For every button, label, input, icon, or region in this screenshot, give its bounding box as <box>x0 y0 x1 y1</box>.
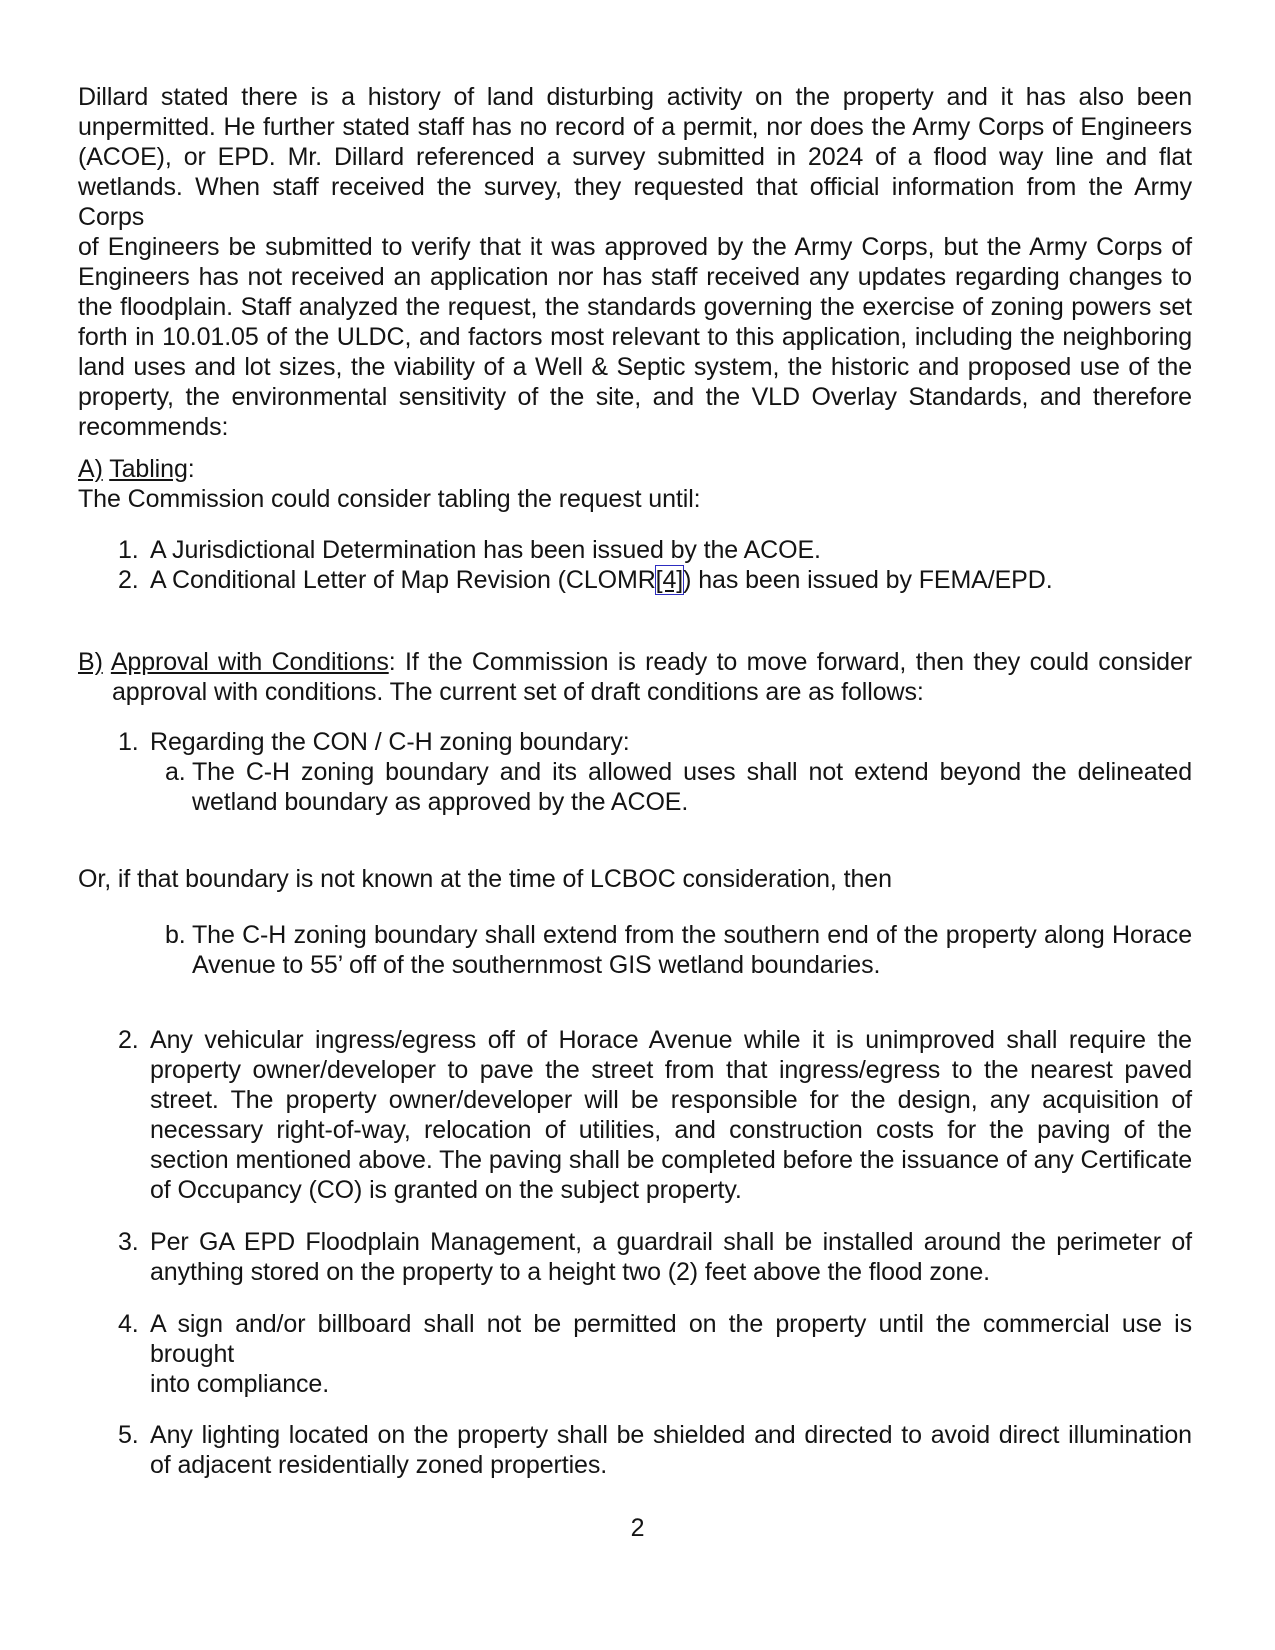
list-item-line: of Occupancy (CO) is granted on the subject property. <box>150 1176 742 1204</box>
sub-item-a <box>78 757 1192 817</box>
paragraph-line: unpermitted. He further stated staff has no record of a permit, nor does the Army Corps of Engineers <box>78 113 1192 141</box>
sub-item-b <box>78 920 1192 980</box>
list-item <box>78 1309 1192 1399</box>
list-item-line: A sign and/or billboard shall not be permitted on the property until the commercial use is brought <box>150 1310 1192 1368</box>
sub-item-line: The C-H zoning boundary shall extend from the southern end of the property along Horace <box>192 921 1192 949</box>
sub-item-letter: a. <box>165 758 186 786</box>
or-clause: Or, if that boundary is not known at the time of LCBOC consideration, then <box>78 865 892 893</box>
list-item-text: Regarding the CON / C-H zoning boundary: <box>150 728 630 756</box>
paragraph-line: recommends: <box>78 413 229 441</box>
list-item-line: into compliance. <box>150 1370 330 1398</box>
intro-paragraph <box>78 82 1192 442</box>
list-item <box>78 565 1192 595</box>
list-item-number: 3. <box>118 1228 139 1256</box>
list-item-text: A Jurisdictional Determination has been issued by the ACOE. <box>150 536 821 564</box>
list-item-line: street. The property owner/developer will be responsible for the design, any acquisition of <box>150 1086 1192 1114</box>
list-item-number: 4. <box>118 1310 139 1338</box>
list-item-line: necessary right-of-way, relocation of utilities, and construction costs for the paving of the <box>150 1116 1192 1144</box>
list-item <box>78 1227 1192 1287</box>
list-item <box>78 1025 1192 1205</box>
list-item-number: 2. <box>118 566 139 594</box>
sub-item-line: The C-H zoning boundary and its allowed uses shall not extend beyond the delineated <box>192 758 1192 786</box>
list-item-text-pre: A Conditional Letter of Map Revision (CLOMR <box>150 566 656 594</box>
list-item-line: property owner/developer to pave the street from that ingress/egress to the nearest paved <box>150 1056 1192 1084</box>
sub-item-line: wetland boundary as approved by the ACOE. <box>192 788 689 816</box>
section-b-title: Approval with Conditions <box>110 648 389 676</box>
paragraph-line: land uses and lot sizes, the viability of a Well & Septic system, the historic and proposed use of the <box>78 353 1192 381</box>
list-item-number: 2. <box>118 1026 139 1054</box>
list-item <box>78 727 1192 757</box>
page-content <box>78 82 1192 1480</box>
page-footer <box>0 1513 1275 1543</box>
list-item-number: 5. <box>118 1421 139 1449</box>
paragraph-line: Dillard stated there is a history of land disturbing activity on the property and it has also been <box>78 83 1192 111</box>
list-item-line: of adjacent residentially zoned properties. <box>150 1451 608 1479</box>
section-a-colon: : <box>187 455 195 483</box>
section-b-heading <box>78 647 1192 707</box>
sub-item-letter: b. <box>165 921 186 949</box>
paragraph-line: Engineers has not received an application nor has staff received any updates regarding changes to <box>78 263 1192 291</box>
section-b-heading-line2: approval with conditions. The current set of draft conditions are as follows: <box>112 678 924 706</box>
paragraph-line: (ACOE), or EPD. Mr. Dillard referenced a survey submitted in 2024 of a flood way line and flat <box>78 143 1192 171</box>
section-a-list <box>78 535 1192 595</box>
paragraph-line: property, the environmental sensitivity of the site, and the VLD Overlay Standards, and therefore <box>78 383 1192 411</box>
list-item-line: section mentioned above. The paving shall be completed before the issuance of any Certificate <box>150 1146 1192 1174</box>
list-item-text-post: ) has been issued by FEMA/EPD. <box>683 566 1053 594</box>
list-item-line: Any vehicular ingress/egress off of Horace Avenue while it is unimproved shall require the <box>150 1026 1192 1054</box>
paragraph-line: of Engineers be submitted to verify that it was approved by the Army Corps, but the Army Corps of <box>78 233 1192 261</box>
list-item-line: Any lighting located on the property shall be shielded and directed to avoid direct illumination <box>150 1421 1192 1449</box>
section-b-title-rest: : If the Commission is ready to move forward, then they could consider <box>388 648 1192 676</box>
list-item-line: anything stored on the property to a height two (2) feet above the flood zone. <box>150 1258 990 1286</box>
list-item <box>78 535 1192 565</box>
section-a-heading <box>78 454 1192 514</box>
paragraph-line: wetlands. When staff received the survey, they requested that official information from the Army Corps <box>78 173 1192 231</box>
list-item-text <box>150 565 1192 595</box>
paragraph-line: the floodplain. Staff analyzed the request, the standards governing the exercise of zoning powers set <box>78 293 1192 321</box>
list-item <box>78 1420 1192 1480</box>
list-item-number: 1. <box>118 536 139 564</box>
list-item-line: Per GA EPD Floodplain Management, a guardrail shall be installed around the perimeter of <box>150 1228 1192 1256</box>
section-a-label: A) <box>78 455 103 483</box>
section-a-intro: The Commission could consider tabling the request until: <box>78 485 701 513</box>
list-item-number: 1. <box>118 728 139 756</box>
section-a-title-line <box>78 454 1192 484</box>
sub-item-line: Avenue to 55’ off of the southernmost GIS wetland boundaries. <box>192 951 881 979</box>
footnote-link[interactable]: [4] <box>655 566 684 594</box>
page-number: 2 <box>630 1514 645 1542</box>
paragraph-line: forth in 10.01.05 of the ULDC, and factors most relevant to this application, including the neighboring <box>78 323 1192 351</box>
section-b-label: B) <box>78 648 103 676</box>
section-a-title: Tabling <box>109 455 188 483</box>
section-b-title-line <box>78 647 1192 677</box>
